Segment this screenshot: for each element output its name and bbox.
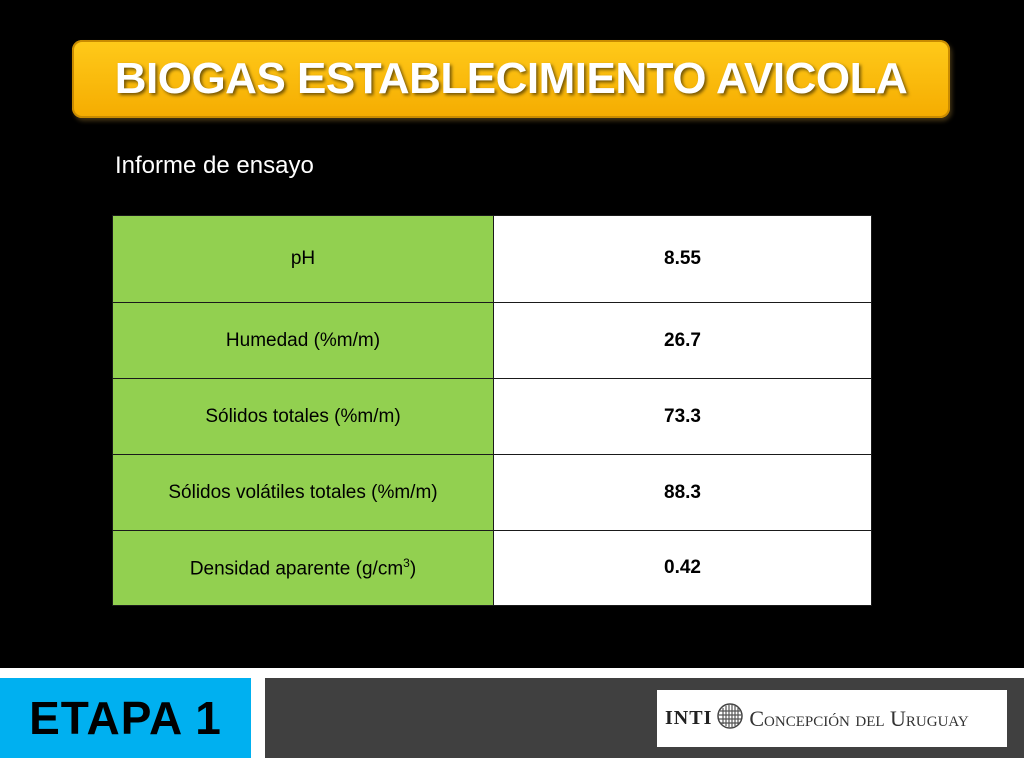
row-label-superscript: 3 (403, 555, 410, 570)
inti-grid-emblem-icon (717, 703, 743, 734)
row-label: Sólidos totales (%m/m) (113, 379, 494, 455)
row-label-prefix: Densidad aparente (g/cm (189, 558, 404, 580)
row-label: pH (113, 216, 494, 303)
table-row (113, 379, 872, 455)
table-row (113, 303, 872, 379)
table-row (113, 531, 872, 606)
slide-title: BIOGAS ESTABLECIMIENTO AVICOLA (114, 54, 908, 103)
logo-city-text: Concepción del Uruguay (749, 705, 969, 731)
stage-badge (0, 678, 251, 758)
institution-logo (657, 690, 1007, 747)
row-label: Sólidos volátiles totales (%m/m) (113, 455, 494, 531)
row-value: 0.42 (494, 531, 872, 606)
row-label (113, 531, 494, 606)
report-subtitle: Informe de ensayo (115, 152, 314, 179)
row-value: 88.3 (494, 455, 872, 531)
row-label-suffix: ) (409, 558, 417, 580)
row-value: 73.3 (494, 379, 872, 455)
table-row (113, 216, 872, 303)
stage-label: ETAPA 1 (29, 692, 222, 744)
row-value: 26.7 (494, 303, 872, 379)
row-label: Humedad (%m/m) (113, 303, 494, 379)
row-value: 8.55 (494, 216, 872, 303)
test-report-table (112, 215, 872, 606)
logo-inti-text: INTI (665, 707, 713, 729)
table-row (113, 455, 872, 531)
title-banner (72, 40, 950, 118)
